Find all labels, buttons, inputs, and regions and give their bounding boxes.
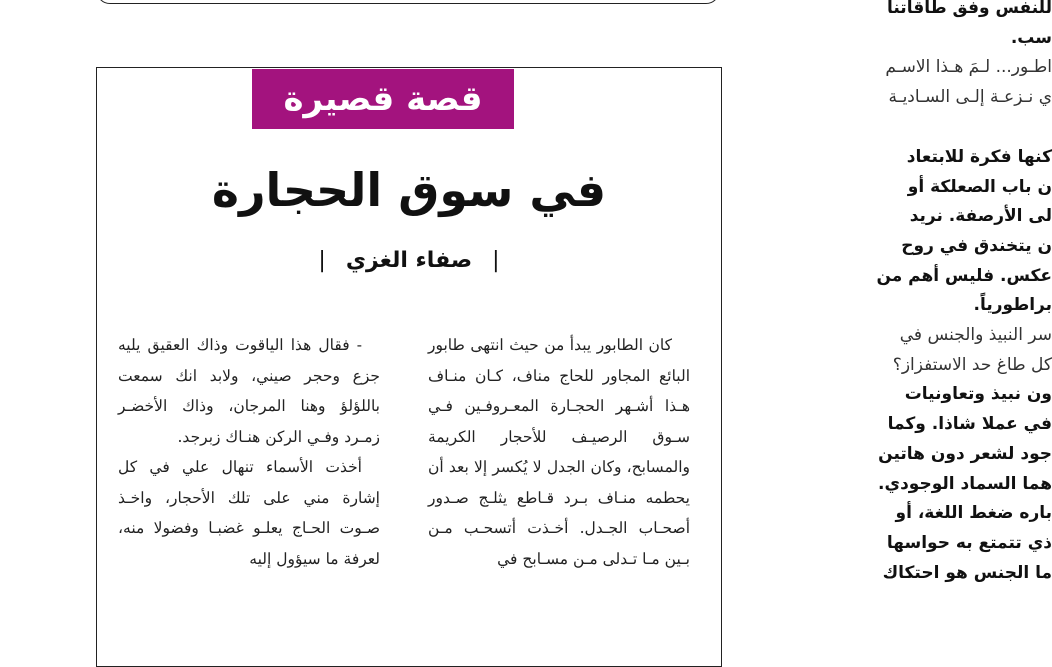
side-line: براطورياً.	[973, 295, 1052, 316]
paragraph: كان الطابور يبدأ من حيث انتهى طابور البائع المجاور للحاج مناف، كـان منـاف هـذا أشـهر الحجـارة المعـروفـين فـي سـوق الرصيـف للأحجار الكريمة والمسابح، وكان الجدل لا يُكسر إلا بعد أن يحطمه منـاف بـرد قـاطع يثلـج صـدور أصحـاب الجـدل. أخـذت أتسحـب مـن بـين مـا تـدلى مـن مسـابح في	[428, 336, 690, 568]
byline-separator-right: |	[492, 248, 500, 273]
side-line: سر النبيذ والجنس في	[899, 325, 1052, 346]
author-name: صفاء الغزي	[345, 248, 473, 273]
side-line: باره ضغط اللغة، أو	[895, 503, 1052, 524]
side-line: للنفس وفق طاقاتنا	[886, 0, 1052, 18]
story-title: في سوق الحجارة	[211, 163, 607, 217]
side-line: ي نـزعـة إلـى السـاديـة	[888, 87, 1052, 108]
previous-article-box	[96, 0, 720, 4]
story-column-right	[428, 330, 690, 574]
byline-separator-left: |	[318, 248, 326, 273]
side-line: كل طاغ حد الاستفزاز؟	[892, 354, 1052, 375]
side-line: ون نبيذ وتعاونيات	[904, 384, 1052, 405]
side-line: ن يتخندق في روح	[901, 235, 1052, 256]
side-line: سب.	[1010, 27, 1052, 48]
side-line: جود لشعر دون هاتين	[878, 443, 1052, 464]
adjacent-article-column	[784, 0, 1052, 624]
side-line: كنها فكرة للابتعاد	[906, 146, 1052, 167]
side-line: ن باب الصعلكة أو	[907, 176, 1052, 197]
side-line: عكس. فليس أهم من	[876, 265, 1052, 286]
section-badge: قصة قصيرة	[252, 69, 514, 129]
paragraph: - فقال هذا الياقوت وذاك العقيق يليه جزع وحجر صيني، ولابد انك سمعت باللؤلؤ وهنا المرجان، وذاك الأخضـر زمـرد وفـي الركن هنـاك زبرجد.	[118, 336, 380, 446]
side-line: ذي تتمتع به حواسها	[886, 532, 1052, 553]
paragraph: أخذت الأسماء تنهال علي في كل إشارة مني على تلك الأحجار، واخـذ صـوت الحـاج يعلـو غضبـا وفضولا منه، لعرفة ما سيؤول إليه	[118, 458, 380, 568]
side-line: ما الجنس هو احتكاك	[882, 562, 1052, 583]
side-line: لى الأرصفة. نريد	[909, 206, 1052, 227]
author-byline	[96, 248, 722, 273]
side-line: اطـور... لـمَ هـذا الاسـم	[885, 57, 1052, 78]
side-line: هما السماد الوجودي.	[878, 473, 1052, 494]
story-column-left	[118, 330, 380, 574]
side-line: في عملا شاذا. وكما	[887, 414, 1052, 435]
